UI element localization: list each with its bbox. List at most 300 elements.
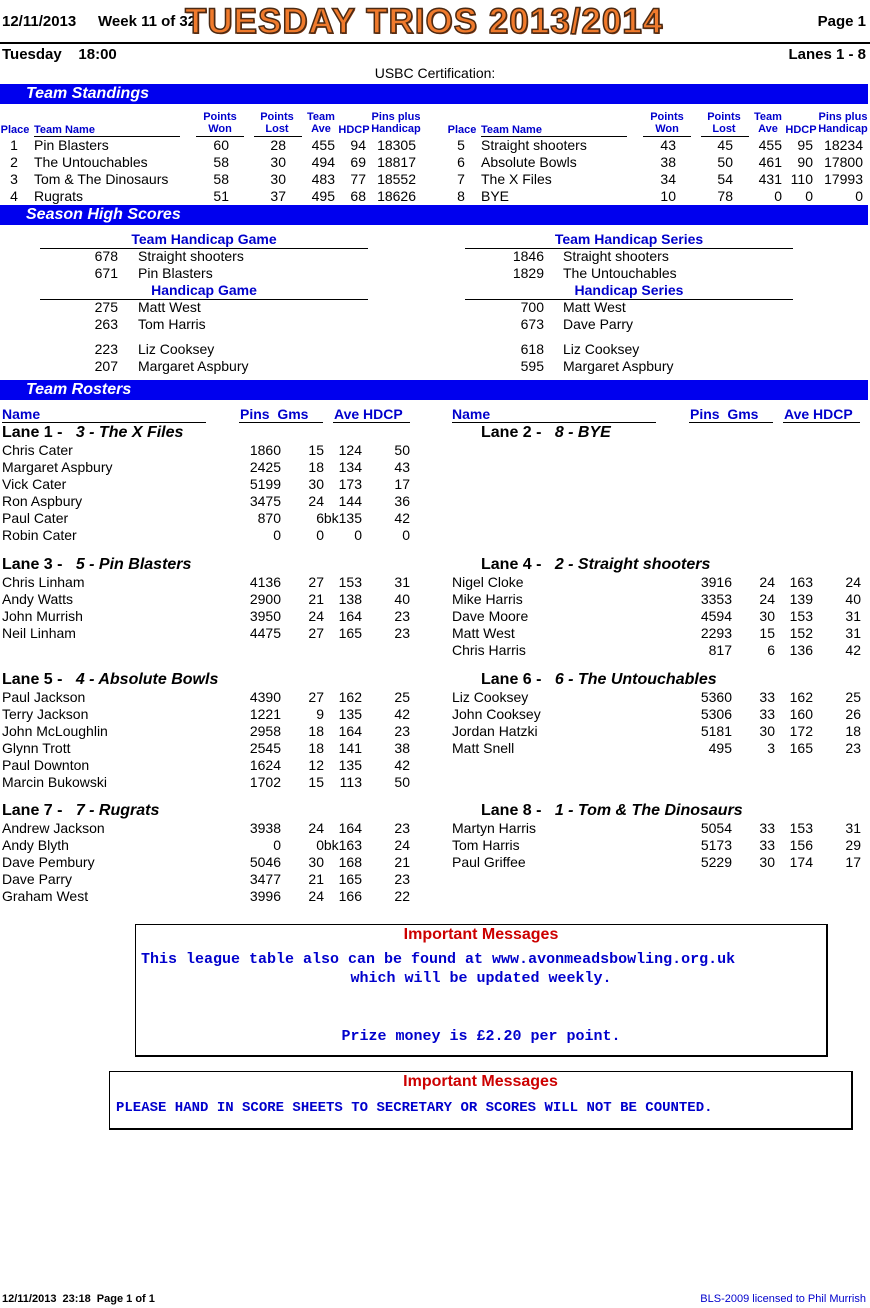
player-average: 163 xyxy=(789,574,813,590)
player-handicap: 23 xyxy=(394,820,410,836)
high-score-name: Matt West xyxy=(563,299,626,315)
player-average: 172 xyxy=(789,723,813,739)
player-handicap: 31 xyxy=(394,574,410,590)
player-name: Tom Harris xyxy=(452,837,520,853)
standing-lost: 54 xyxy=(717,171,733,187)
player-pins: 5181 xyxy=(700,723,732,739)
player-average: 160 xyxy=(789,706,813,722)
high-score-value: 700 xyxy=(520,299,544,315)
player-average: 166 xyxy=(338,888,362,904)
lanes-range: Lanes 1 - 8 xyxy=(788,46,866,63)
standing-place: 1 xyxy=(10,137,18,153)
lane-header xyxy=(2,556,191,574)
high-score-name: Pin Blasters xyxy=(138,265,213,281)
player-pins: 3916 xyxy=(700,574,732,590)
player-average: 136 xyxy=(789,642,813,658)
standing-hdcp: 94 xyxy=(350,137,366,153)
high-score-value: 618 xyxy=(520,341,544,357)
high-score-title: Team Handicap Game xyxy=(131,231,277,247)
standing-pins: 18626 xyxy=(377,188,416,204)
standing-lost: 30 xyxy=(270,171,286,187)
col-team-ave-header: Team Ave xyxy=(307,111,335,135)
player-name: Dave Parry xyxy=(2,871,73,887)
important-messages-box-2 xyxy=(109,1071,853,1130)
player-average: 168 xyxy=(338,854,362,870)
standing-hdcp: 77 xyxy=(350,171,366,187)
player-games: 21 xyxy=(308,871,324,887)
player-name: Dave Moore xyxy=(452,608,529,624)
lane-label: Lane 5 - xyxy=(2,671,63,688)
player-pins: 3353 xyxy=(700,591,732,607)
player-handicap: 23 xyxy=(394,871,410,887)
high-score-name: The Untouchables xyxy=(563,265,677,281)
high-score-name: Margaret Aspbury xyxy=(138,358,249,374)
player-handicap: 31 xyxy=(845,608,861,624)
player-handicap: 42 xyxy=(394,757,410,773)
standing-ave: 455 xyxy=(311,137,335,153)
player-name: Paul Jackson xyxy=(2,689,86,705)
standing-pins: 18552 xyxy=(377,171,416,187)
message-line: which will be updated weekly. xyxy=(350,970,612,987)
player-average: 144 xyxy=(338,493,362,509)
standing-won: 10 xyxy=(660,188,676,204)
player-games: 30 xyxy=(308,476,324,492)
lane-team: 4 - Absolute Bowls xyxy=(75,671,219,688)
high-score-value: 207 xyxy=(94,358,118,374)
roster-pins-gms-header: Pins Gms xyxy=(690,406,759,422)
player-handicap: 29 xyxy=(845,837,861,853)
col-pins-plus-header: Pins plus Handicap xyxy=(371,111,421,135)
player-average: 135 xyxy=(338,757,362,773)
standing-hdcp: 69 xyxy=(350,154,366,170)
high-score-name: Matt West xyxy=(138,299,201,315)
standing-ave: 461 xyxy=(758,154,782,170)
player-average: bk163 xyxy=(323,837,362,853)
player-games: 24 xyxy=(308,820,324,836)
player-name: John Cooksey xyxy=(452,706,541,722)
player-games: 9 xyxy=(316,706,324,722)
player-name: Chris Harris xyxy=(452,642,526,658)
player-handicap: 38 xyxy=(394,740,410,756)
player-handicap: 42 xyxy=(394,706,410,722)
player-handicap: 25 xyxy=(845,689,861,705)
standing-ave: 494 xyxy=(311,154,335,170)
standing-place: 4 xyxy=(10,188,18,204)
player-pins: 2958 xyxy=(249,723,281,739)
player-average: 139 xyxy=(789,591,813,607)
player-average: 164 xyxy=(338,608,362,624)
col-hdcp-header: HDCP xyxy=(338,124,370,136)
high-score-title: Handicap Game xyxy=(151,282,257,298)
player-games: 30 xyxy=(759,723,775,739)
player-average: 134 xyxy=(338,459,362,475)
player-pins: 5054 xyxy=(700,820,732,836)
player-name: John McLoughlin xyxy=(2,723,108,739)
standing-place: 7 xyxy=(457,171,465,187)
player-average: 135 xyxy=(338,706,362,722)
player-name: Andy Watts xyxy=(2,591,74,607)
col-points-won-header: Points Won xyxy=(203,111,237,135)
standing-won: 51 xyxy=(213,188,229,204)
player-handicap: 40 xyxy=(845,591,861,607)
player-pins: 2545 xyxy=(249,740,281,756)
roster-pins-gms-header: Pins Gms xyxy=(240,406,309,422)
standing-won: 58 xyxy=(213,171,229,187)
player-name: Paul Cater xyxy=(2,510,69,526)
player-pins: 4390 xyxy=(249,689,281,705)
lane-header xyxy=(481,671,717,689)
week-indicator: Week 11 of 32 xyxy=(98,13,197,30)
league-title: TUESDAY TRIOS 2013/2014 xyxy=(185,2,664,41)
lane-label: Lane 4 - xyxy=(481,556,542,573)
standing-ave: 495 xyxy=(311,188,335,204)
standing-team: The Untouchables xyxy=(34,154,148,170)
player-average: 141 xyxy=(338,740,362,756)
col-points-lost-header: Points Lost xyxy=(260,111,294,135)
high-score-name: Margaret Aspbury xyxy=(563,358,674,374)
player-name: Robin Cater xyxy=(2,527,77,543)
player-pins: 1702 xyxy=(249,774,281,790)
player-pins: 2425 xyxy=(249,459,281,475)
player-games: 24 xyxy=(759,574,775,590)
player-average: 124 xyxy=(338,442,362,458)
standing-hdcp: 90 xyxy=(797,154,813,170)
player-games: 27 xyxy=(308,625,324,641)
player-handicap: 43 xyxy=(394,459,410,475)
player-games: 33 xyxy=(759,820,775,836)
high-score-value: 223 xyxy=(94,341,118,357)
player-games: 6 xyxy=(316,510,324,526)
player-average: 153 xyxy=(789,820,813,836)
standing-lost: 30 xyxy=(270,154,286,170)
season-high-scores-bar: Season High Scores xyxy=(0,205,868,225)
player-pins: 4475 xyxy=(249,625,281,641)
player-name: Matt West xyxy=(452,625,515,641)
lane-header xyxy=(481,556,710,574)
player-pins: 4594 xyxy=(700,608,732,624)
player-pins: 2900 xyxy=(249,591,281,607)
player-pins: 3938 xyxy=(249,820,281,836)
high-score-title: Team Handicap Series xyxy=(554,231,704,247)
player-pins: 3996 xyxy=(249,888,281,904)
report-date: 12/11/2013 xyxy=(2,13,77,30)
high-score-value: 595 xyxy=(520,358,544,374)
player-games: 24 xyxy=(308,608,324,624)
player-name: Mike Harris xyxy=(452,591,523,607)
high-score-name: Dave Parry xyxy=(563,316,634,332)
player-name: Liz Cooksey xyxy=(452,689,529,705)
player-average: 173 xyxy=(338,476,362,492)
player-pins: 0 xyxy=(273,837,281,853)
message-title: Important Messages xyxy=(403,1073,558,1090)
player-name: Paul Downton xyxy=(2,757,90,773)
lane-team: 7 - Rugrats xyxy=(75,802,160,819)
header-rule xyxy=(239,422,323,423)
player-average: 153 xyxy=(789,608,813,624)
standing-hdcp: 68 xyxy=(350,188,366,204)
header-rule xyxy=(0,42,870,44)
lane-team: 6 - The Untouchables xyxy=(554,671,717,688)
standing-pins: 18817 xyxy=(377,154,416,170)
player-name: Andy Blyth xyxy=(2,837,69,853)
lane-header xyxy=(2,802,159,820)
player-name: Graham West xyxy=(2,888,89,904)
high-score-value: 671 xyxy=(94,265,118,281)
player-pins: 4136 xyxy=(249,574,281,590)
player-handicap: 25 xyxy=(394,689,410,705)
lane-team: 1 - Tom & The Dinosaurs xyxy=(554,802,743,819)
player-pins: 495 xyxy=(708,740,732,756)
col-hdcp-header: HDCP xyxy=(785,124,817,136)
player-handicap: 31 xyxy=(845,625,861,641)
player-name: Paul Griffee xyxy=(452,854,526,870)
high-score-name: Tom Harris xyxy=(138,316,206,332)
col-points-lost-header: Points Lost xyxy=(707,111,741,135)
message-title: Important Messages xyxy=(403,926,559,943)
standing-place: 8 xyxy=(457,188,465,204)
player-games: 27 xyxy=(308,689,324,705)
player-pins: 1624 xyxy=(249,757,281,773)
footer-timestamp: 12/11/2013 23:18 Page 1 of 1 xyxy=(2,1293,155,1305)
lane-label: Lane 2 - xyxy=(481,424,542,441)
standing-won: 60 xyxy=(213,137,229,153)
lane-label: Lane 6 - xyxy=(481,671,542,688)
player-name: Dave Pembury xyxy=(2,854,95,870)
player-games: 3 xyxy=(767,740,775,756)
standing-team: Straight shooters xyxy=(481,137,587,153)
high-score-name: Liz Cooksey xyxy=(138,341,215,357)
team-standings-bar: Team Standings xyxy=(0,84,868,104)
footer-license: BLS-2009 licensed to Phil Murrish xyxy=(700,1293,866,1305)
lane-team: 2 - Straight shooters xyxy=(554,556,711,573)
high-score-value: 275 xyxy=(94,299,118,315)
team-rosters-bar: Team Rosters xyxy=(0,380,868,400)
high-score-name: Straight shooters xyxy=(563,248,669,264)
standing-lost: 37 xyxy=(270,188,286,204)
col-team-ave-header: Team Ave xyxy=(754,111,782,135)
col-place-header: Place xyxy=(447,124,477,136)
standing-won: 43 xyxy=(660,137,676,153)
player-name: Ron Aspbury xyxy=(2,493,83,509)
col-points-won-header: Points Won xyxy=(650,111,684,135)
message-line: Prize money is £2.20 per point. xyxy=(341,1028,621,1045)
standing-ave: 455 xyxy=(758,137,782,153)
player-average: 113 xyxy=(339,774,362,790)
player-average: 153 xyxy=(338,574,362,590)
player-name: Margaret Aspbury xyxy=(2,459,113,475)
player-games: 12 xyxy=(308,757,324,773)
high-score-value: 678 xyxy=(94,248,118,264)
standing-ave: 431 xyxy=(758,171,782,187)
player-average: 164 xyxy=(338,820,362,836)
player-games: 15 xyxy=(308,774,324,790)
standing-ave: 483 xyxy=(311,171,335,187)
high-score-title: Handicap Series xyxy=(574,282,684,298)
standing-team: Tom & The Dinosaurs xyxy=(34,171,169,187)
standing-hdcp: 0 xyxy=(805,188,813,204)
standing-place: 5 xyxy=(457,137,465,153)
standing-team: Absolute Bowls xyxy=(481,154,577,170)
player-name: Neil Linham xyxy=(2,625,76,641)
player-average: 165 xyxy=(338,625,362,641)
player-handicap: 26 xyxy=(845,706,861,722)
player-handicap: 24 xyxy=(394,837,410,853)
standing-won: 58 xyxy=(213,154,229,170)
important-messages-box-1 xyxy=(135,924,828,1057)
player-games: 30 xyxy=(308,854,324,870)
player-pins: 0 xyxy=(273,527,281,543)
player-average: 152 xyxy=(789,625,813,641)
player-average: 156 xyxy=(789,837,813,853)
player-handicap: 24 xyxy=(845,574,861,590)
player-pins: 2293 xyxy=(700,625,732,641)
player-games: 24 xyxy=(759,591,775,607)
standing-pins: 0 xyxy=(855,188,863,204)
player-games: 33 xyxy=(759,837,775,853)
player-pins: 5229 xyxy=(700,854,732,870)
player-average: 164 xyxy=(338,723,362,739)
player-average: 162 xyxy=(789,689,813,705)
high-score-value: 1829 xyxy=(512,265,544,281)
player-handicap: 23 xyxy=(394,625,410,641)
player-pins: 817 xyxy=(708,642,732,658)
high-score-value: 263 xyxy=(94,316,118,332)
lane-team: 3 - The X Files xyxy=(75,424,184,441)
lane-header xyxy=(481,802,743,820)
player-name: Terry Jackson xyxy=(2,706,89,722)
high-score-value: 1846 xyxy=(512,248,544,264)
lane-header xyxy=(2,671,218,689)
player-average: 0 xyxy=(354,527,362,543)
col-team-header: Team Name xyxy=(481,124,542,136)
player-games: 30 xyxy=(759,608,775,624)
standing-lost: 28 xyxy=(270,137,286,153)
player-handicap: 17 xyxy=(845,854,861,870)
roster-name-header: Name xyxy=(2,406,41,422)
header-rule xyxy=(783,422,860,423)
player-name: Matt Snell xyxy=(452,740,515,756)
header-rule xyxy=(689,422,773,423)
message-line: This league table also can be found at www.avonmeadsbowling.org.uk xyxy=(141,951,736,968)
header-rule xyxy=(333,422,410,423)
page-number: Page 1 xyxy=(817,13,866,30)
player-games: 30 xyxy=(759,854,775,870)
player-games: 24 xyxy=(308,493,324,509)
roster-name-header: Name xyxy=(452,406,491,422)
lane-label: Lane 8 - xyxy=(481,802,542,819)
player-games: 0 xyxy=(316,837,324,853)
player-pins: 5360 xyxy=(700,689,732,705)
player-handicap: 42 xyxy=(845,642,861,658)
high-score-name: Liz Cooksey xyxy=(563,341,640,357)
high-score-value: 673 xyxy=(520,316,544,332)
message-line: PLEASE HAND IN SCORE SHEETS TO SECRETARY OR SCORES WILL NOT BE COUNTED. xyxy=(116,1100,713,1116)
player-name: Martyn Harris xyxy=(452,820,537,836)
player-games: 6 xyxy=(767,642,775,658)
lane-team: 8 - BYE xyxy=(554,424,611,441)
standing-pins: 18305 xyxy=(377,137,416,153)
player-name: Vick Cater xyxy=(2,476,67,492)
player-name: John Murrish xyxy=(2,608,83,624)
high-score-name: Straight shooters xyxy=(138,248,244,264)
lane-label: Lane 7 - xyxy=(2,802,63,819)
standing-pins: 17993 xyxy=(824,171,863,187)
lane-label: Lane 3 - xyxy=(2,556,63,573)
player-name: Nigel Cloke xyxy=(452,574,524,590)
player-games: 15 xyxy=(308,442,324,458)
player-pins: 5199 xyxy=(249,476,281,492)
player-pins: 870 xyxy=(257,510,281,526)
standing-pins: 17800 xyxy=(824,154,863,170)
player-handicap: 31 xyxy=(845,820,861,836)
col-place-header: Place xyxy=(0,124,30,136)
player-handicap: 21 xyxy=(394,854,410,870)
player-handicap: 18 xyxy=(845,723,861,739)
player-name: Andrew Jackson xyxy=(2,820,105,836)
lane-header xyxy=(2,424,183,442)
player-games: 18 xyxy=(308,740,324,756)
player-pins: 3475 xyxy=(249,493,281,509)
player-pins: 1860 xyxy=(249,442,281,458)
standing-won: 38 xyxy=(660,154,676,170)
standing-pins: 18234 xyxy=(824,137,863,153)
player-games: 33 xyxy=(759,689,775,705)
player-handicap: 23 xyxy=(394,723,410,739)
player-handicap: 42 xyxy=(394,510,410,526)
standing-lost: 50 xyxy=(717,154,733,170)
player-pins: 3477 xyxy=(249,871,281,887)
player-handicap: 0 xyxy=(402,527,410,543)
player-average: 162 xyxy=(338,689,362,705)
standing-lost: 45 xyxy=(717,137,733,153)
standing-won: 34 xyxy=(660,171,676,187)
player-games: 15 xyxy=(759,625,775,641)
standing-lost: 78 xyxy=(717,188,733,204)
standing-team: Pin Blasters xyxy=(34,137,109,153)
certification: USBC Certification: xyxy=(374,65,496,81)
standing-ave: 0 xyxy=(774,188,782,204)
col-team-header: Team Name xyxy=(34,124,95,136)
player-games: 18 xyxy=(308,459,324,475)
player-games: 0 xyxy=(316,527,324,543)
player-pins: 5173 xyxy=(700,837,732,853)
lane-team: 5 - Pin Blasters xyxy=(75,556,192,573)
player-handicap: 50 xyxy=(394,442,410,458)
standing-hdcp: 95 xyxy=(797,137,813,153)
player-handicap: 22 xyxy=(394,888,410,904)
header-rule xyxy=(2,422,206,423)
player-name: Marcin Bukowski xyxy=(2,774,108,790)
player-handicap: 36 xyxy=(394,493,410,509)
player-name: Glynn Trott xyxy=(2,740,71,756)
player-name: Jordan Hatzki xyxy=(452,723,538,739)
header-rule xyxy=(452,422,656,423)
player-average: 165 xyxy=(338,871,362,887)
standing-team: The X Files xyxy=(481,171,552,187)
player-games: 33 xyxy=(759,706,775,722)
player-average: 174 xyxy=(789,854,813,870)
player-games: 24 xyxy=(308,888,324,904)
roster-ave-hdcp-header: Ave HDCP xyxy=(334,406,403,422)
standing-place: 6 xyxy=(457,154,465,170)
lane-header xyxy=(481,424,611,442)
player-handicap: 23 xyxy=(845,740,861,756)
standing-team: BYE xyxy=(481,188,510,204)
player-games: 27 xyxy=(308,574,324,590)
player-pins: 5306 xyxy=(700,706,732,722)
player-games: 18 xyxy=(308,723,324,739)
col-pins-plus-header: Pins plus Handicap xyxy=(818,111,868,135)
